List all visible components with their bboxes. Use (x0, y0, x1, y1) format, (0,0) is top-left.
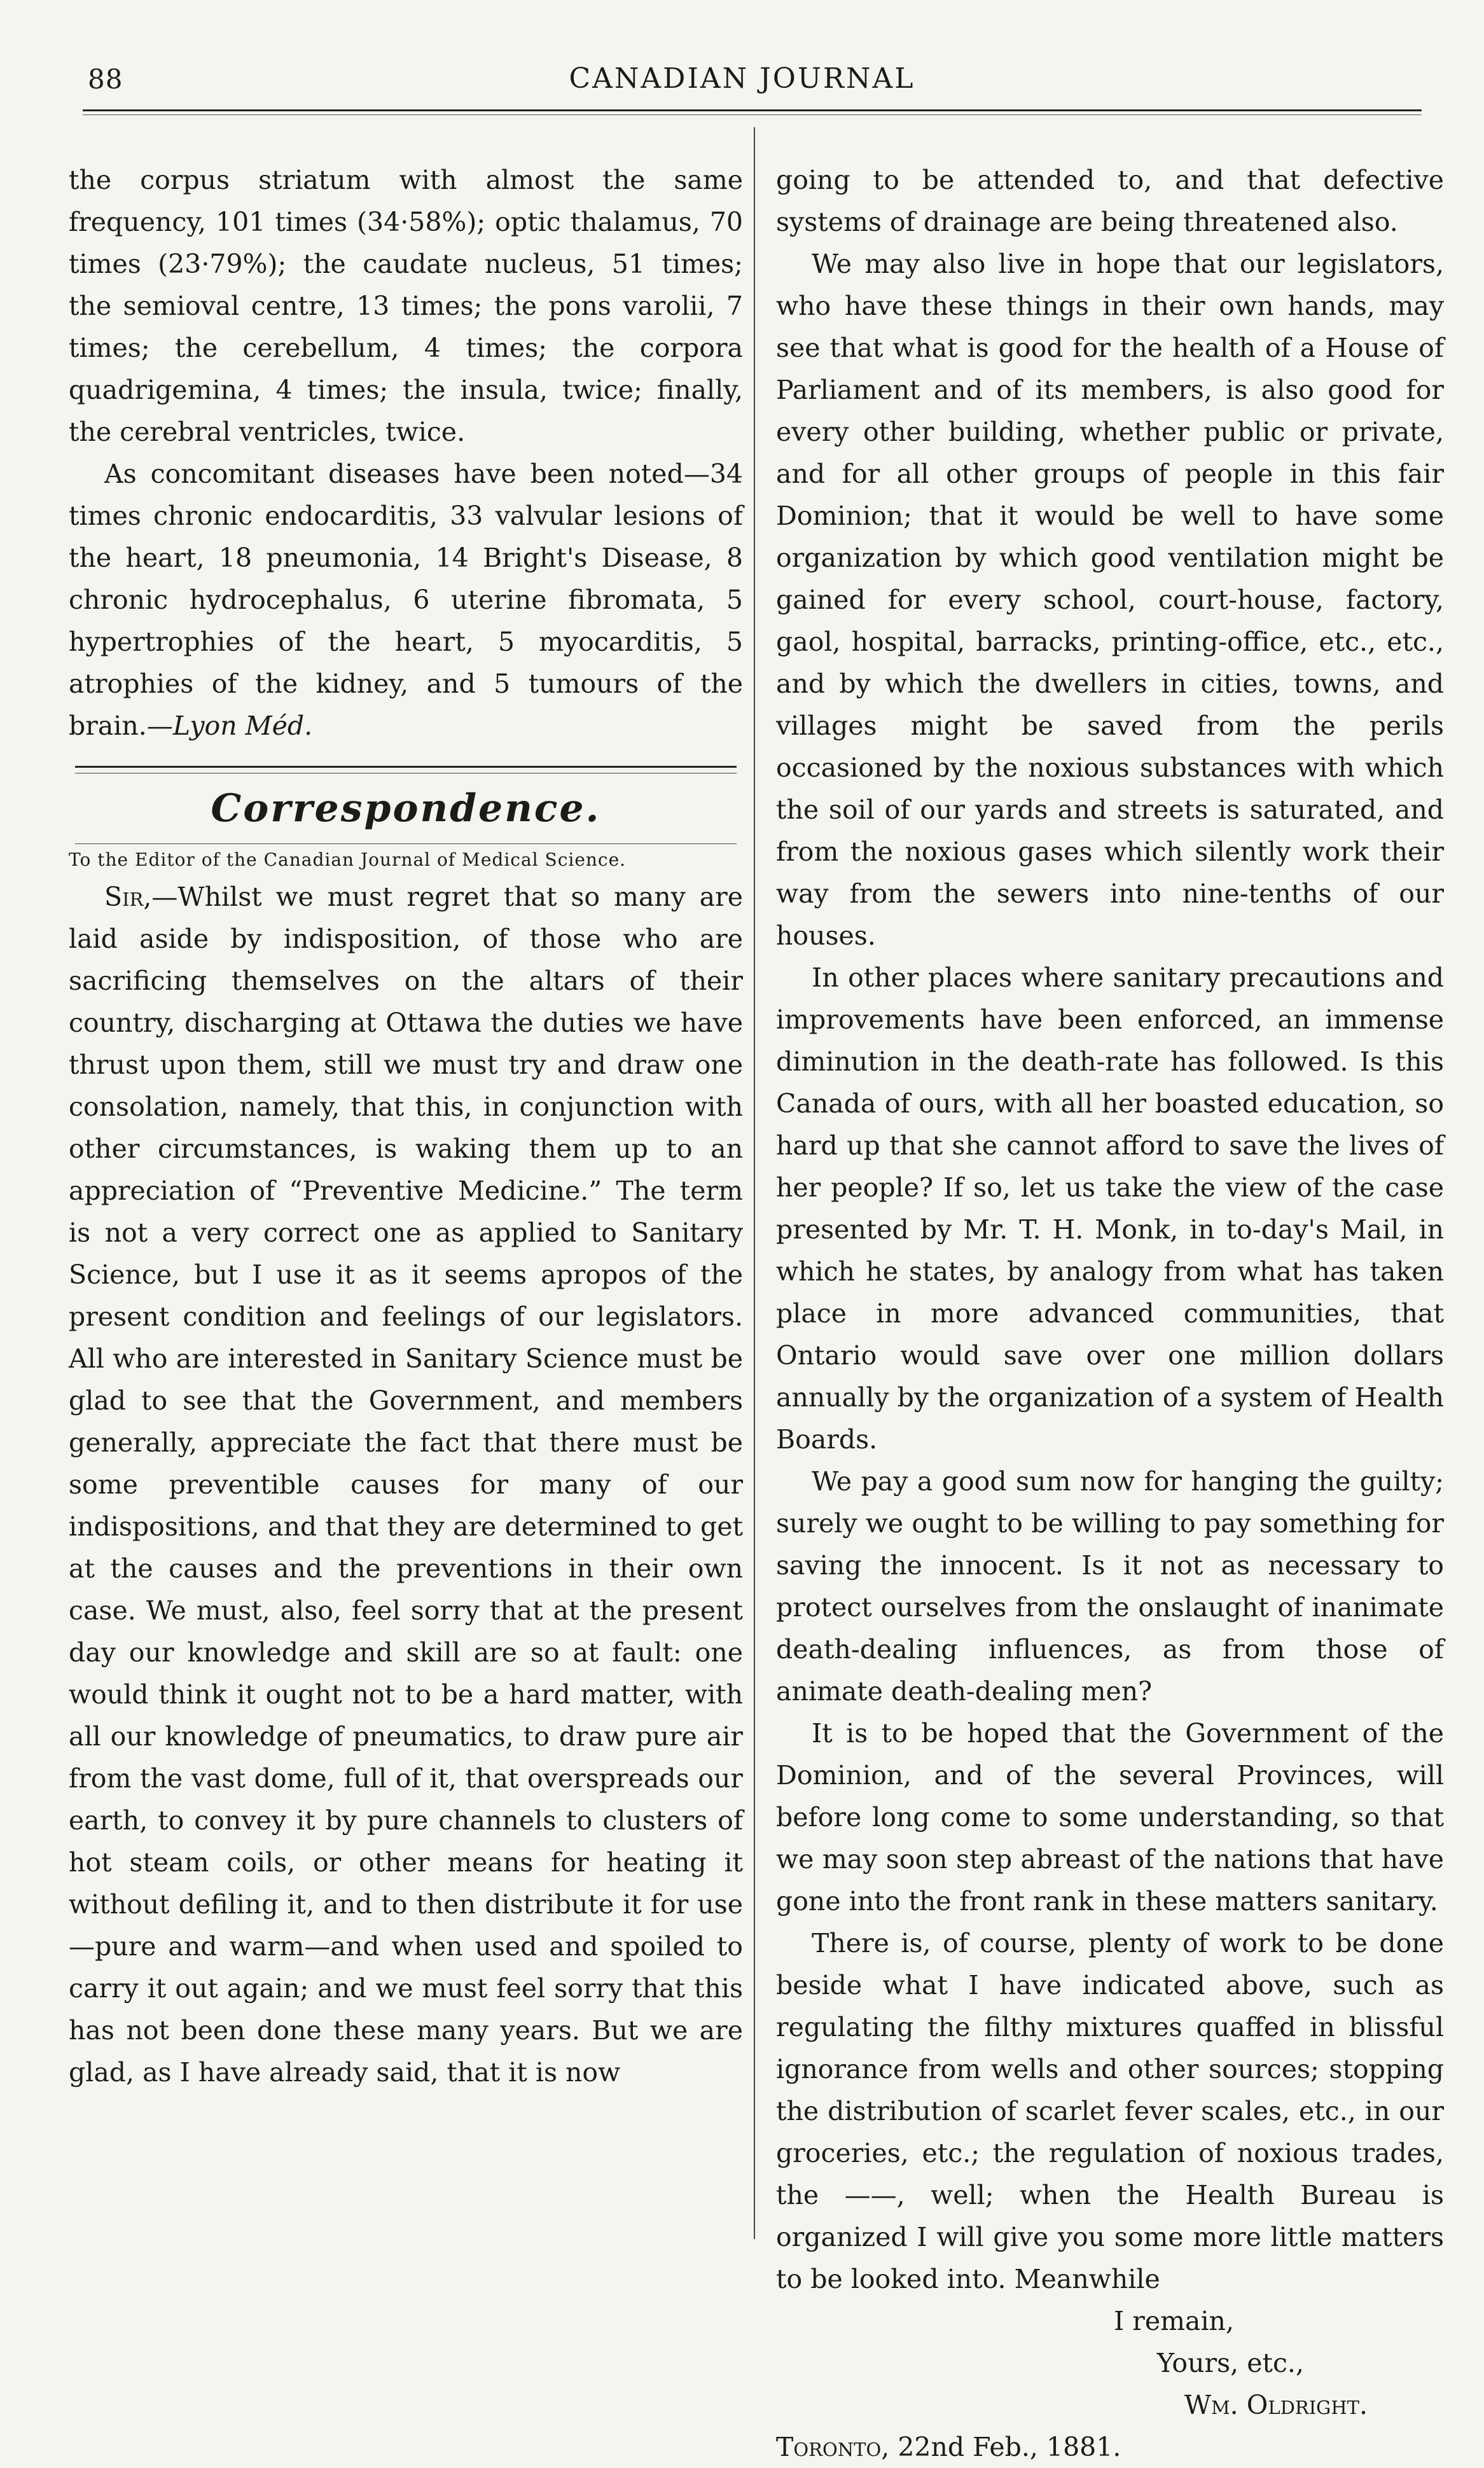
section-heading: Correspondence. (211, 786, 601, 831)
column-divider (754, 127, 755, 2239)
header-rule (83, 109, 1422, 111)
right-paragraph-2: We may also live in hope that our legislators, who have these things in their own hands, may see that what is good for the health of a House of Parliament and of its members, is also good for every other building, whether public or private, and for all other groups of people in this fair Dominion; that it would be well to have some organization by which good ventilation might be gained for every school, court-house, factory, gaol, hospital, barracks, printing-office, etc., etc., and by which the dwellers in cities, towns, and villages might be saved from the perils occasioned by the noxious substances with which the soil of our yards and streets is saturated, and from the noxious gases which silently work their way from the sewers into nine-tenths of our houses. (776, 249, 1444, 951)
signature: Wm. Oldright. (1184, 2390, 1368, 2420)
letter-paragraph-1 (69, 876, 743, 2093)
source-citation: —Lyon Méd. (146, 711, 313, 741)
dateline-place: Toronto, (776, 2432, 890, 2462)
right-paragraph-4: We pay a good sum now for hanging the guilty; surely we ought to be willing to pay something for saving the innocent. Is it not as necessary to protect ourselves from the onslaught of inanimate death-dealing influences, as from those of animate death-dealing men? (776, 1466, 1444, 1707)
section-rule (75, 766, 737, 768)
dateline (776, 2426, 1444, 2468)
left-paragraph-2-text: As concomitant diseases have been noted—34 times chronic endocarditis, 33 valvular lesions of the heart, 18 pneumonia, 14 Bright's Disease, 8 chronic hydrocephalus, 6 uterine fibromata, 5 hypertrophies of the heart, 5 myocarditis, 5 atrophies of the kidney, and 5 tumours of the brain. (69, 459, 743, 741)
right-paragraph-5: It is to be hoped that the Government of the Dominion, and of the several Provinces, will before long come to some understanding, so that we may soon step abreast of the nations that have gone into the front rank in these matters sanitary. (776, 1718, 1444, 1917)
editor-address: To the Editor of the Canadian Journal of Medical Science. (69, 849, 627, 870)
left-paragraph-1: the corpus striatum with almost the same frequency, 101 times (34·58%); optic thalamus, 70 times (23·79%); the caudate nucleus, 51 times; the semioval centre, 13 times; the pons varolii, 7 times; the cerebellum, 4 times; the corpora quadrigemina, 4 times; the insula, twice; finally, the cerebral ventricles, twice. (69, 165, 743, 447)
letter-paragraph-1-text: —Whilst we must regret that so many are laid aside by indisposition, of those who are sacrificing themselves on the altars of their country, discharging at Ottawa the duties we have thrust upon them, still we must try and draw one consolation, namely, that this, in conjunction with other circumstances, is waking them up to an appreciation of “Preventive Medicine.” The term is not a very correct one as applied to Sanitary Science, but I use it as it seems apropos of the present condition and feelings of our legislators. All who are interested in Sanitary Science must be glad to see that the Government, and members generally, appreciate the fact that there must be some preventible causes for many of our indispositions, and that they are determined to get at the causes and the preventions in their own case. We must, also, feel sorry that at the present day our knowledge and skill are so at fault: one would think it ought not to be a hard matter, with all our knowledge of pneumatics, to draw pure air from the vast dome, full of it, that overspreads our earth, to convey it by pure channels to clusters of hot steam coils, or other means for heating it without defiling it, and to then distribute it for use—pure and warm—and when used and spoiled to carry it out again; and we must feel sorry that this has not been done these many years. But we are glad, as I have already said, that it is now (69, 882, 743, 2088)
salutation: Sir, (104, 882, 152, 912)
dateline-date: 22nd Feb., 1881. (898, 2432, 1121, 2462)
right-paragraph-6: There is, of course, plenty of work to be done beside what I have indicated above, such as regulating the filthy mixtures quaffed in blissful ignorance from wells and other sources; stopping the distribution of scarlet fever scales, etc., in our groceries, etc.; the regulation of noxious trades, the ——, well; when the Health Bureau is organized I will give you some more little matters to be looked into. Meanwhile (776, 1928, 1444, 2294)
left-paragraph-2 (69, 453, 743, 747)
closing-remain: I remain, (1114, 2306, 1234, 2336)
right-paragraph-3: In other places where sanitary precautions and improvements have been enforced, an immense diminution in the death-rate has followed. Is this Canada of ours, with all her boasted education, so hard up that she cannot afford to save the lives of her people? If so, let us take the view of the case presented by Mr. T. H. Monk, in to-day's Mail, in which he states, by analogy from what has taken place in more advanced communities, that Ontario would save over one million dollars annually by the organization of a system of Health Boards. (776, 962, 1444, 1455)
right-paragraph-1: going to be attended to, and that defective systems of drainage are being threatened also. (776, 165, 1444, 237)
right-column (776, 159, 1444, 2468)
closing-yours: Yours, etc., (1156, 2348, 1304, 2378)
running-title: CANADIAN JOURNAL (569, 62, 915, 95)
left-column (69, 159, 743, 2093)
page-number: 88 (88, 64, 123, 95)
header-rule-thin (83, 114, 1422, 115)
